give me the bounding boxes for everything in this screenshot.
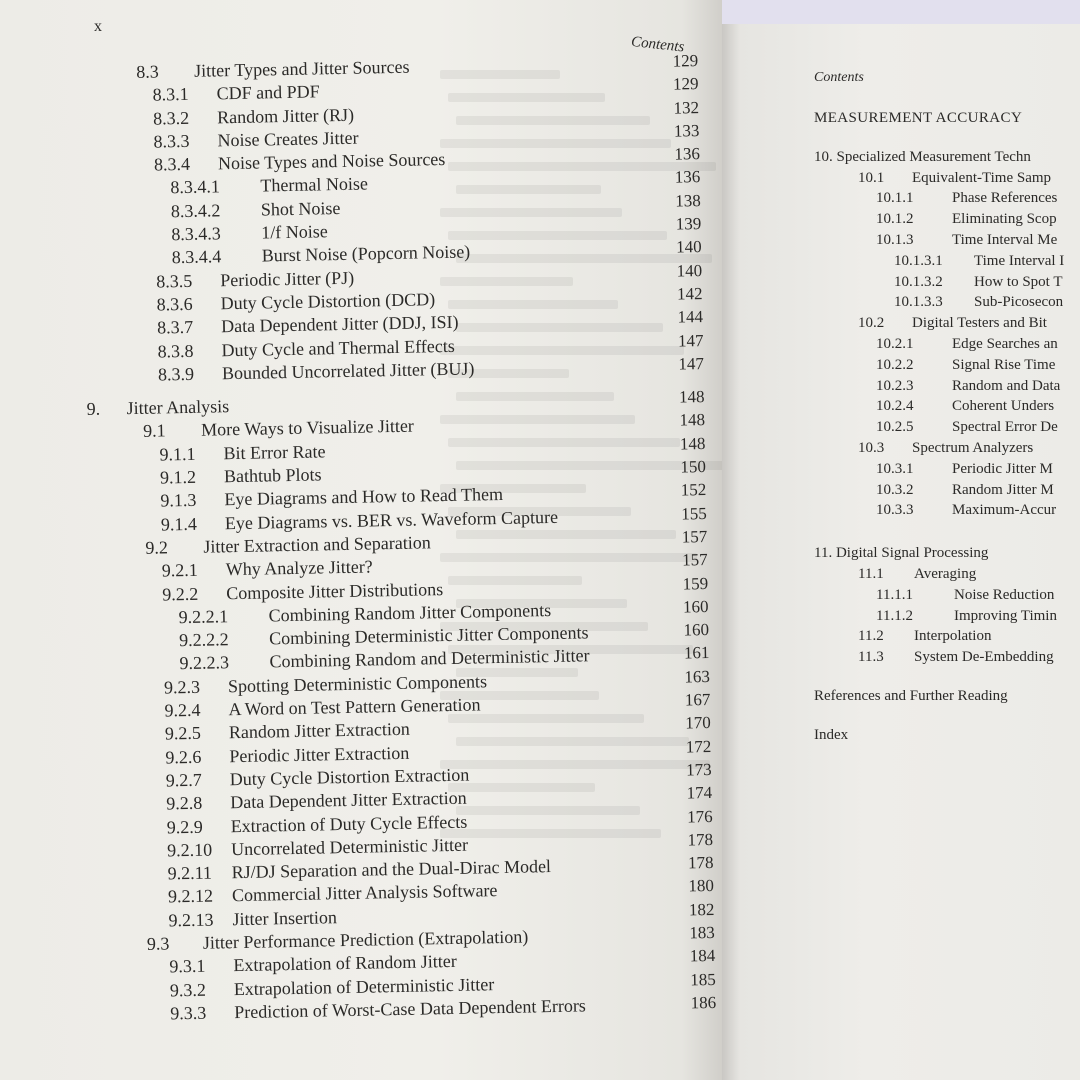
- toc-page-number: 150: [680, 457, 707, 477]
- toc-page-number: 147: [678, 353, 705, 374]
- toc-page-number: 136: [674, 167, 701, 188]
- toc-section-number: 8.3.2: [152, 107, 190, 129]
- right-toc-entry: [814, 500, 1080, 521]
- toc-page-number: 140: [676, 260, 703, 281]
- right-toc-entry: [814, 417, 1080, 438]
- toc-section-number: 10.1.3.2: [894, 273, 943, 290]
- toc-section-number: 9.3: [146, 933, 170, 954]
- right-toc-entry: [814, 647, 1080, 668]
- toc-section-number: 11.1.1: [876, 586, 913, 603]
- toc-page-number: 159: [682, 573, 709, 594]
- toc-section-title: Commercial Jitter Analysis Software: [231, 880, 498, 906]
- toc-section-title: Improving Timin: [954, 607, 1057, 624]
- toc-section-number: 8.3.9: [157, 363, 195, 385]
- toc-section-number: 8.3.8: [157, 340, 194, 362]
- right-toc-entry: [814, 188, 1080, 209]
- toc-section-number: 10.1.3.3: [894, 294, 943, 311]
- toc-page-number: 139: [675, 214, 702, 234]
- right-toc-entry: [814, 543, 1080, 564]
- toc-section-title: Noise Creates Jitter: [217, 127, 359, 151]
- toc-section-number: 9.1.2: [159, 466, 197, 488]
- toc-section-number: 10.2.2: [876, 356, 914, 373]
- right-toc-entry: [814, 564, 1080, 585]
- toc-section-number: 9.: [86, 398, 101, 420]
- toc-section-number: 8.3.4.1: [170, 176, 221, 198]
- toc-section-title: Duty Cycle and Thermal Effects: [221, 335, 455, 360]
- toc-section-title: Jitter Extraction and Separation: [203, 532, 431, 557]
- toc-section-number: 11.3: [858, 649, 884, 666]
- toc-section-number: 8.3.4.4: [171, 246, 222, 268]
- toc-section-title: Jitter Performance Prediction (Extrapolation): [202, 926, 529, 953]
- toc-section-number: 9.2.2: [162, 583, 199, 605]
- toc-section-number: 9.2.5: [164, 723, 202, 744]
- toc-section-number: 9.2.6: [165, 746, 202, 768]
- toc-section-title: Extraction of Duty Cycle Effects: [230, 811, 468, 836]
- toc-page-number: 186: [690, 992, 717, 1013]
- toc-section-title: Combining Random and Deterministic Jitter: [269, 645, 590, 672]
- toc-page-number: 132: [673, 97, 700, 118]
- toc-page-number: 147: [677, 330, 704, 351]
- toc-section-title: CDF and PDF: [216, 81, 320, 104]
- toc-section-title: Uncorrelated Deterministic Jitter: [230, 834, 469, 860]
- toc-section-number: 8.3.1: [152, 84, 189, 105]
- toc-section-title: Bit Error Rate: [223, 441, 326, 464]
- toc-section-number: 9.2.10: [166, 839, 213, 861]
- toc-section-title: Digital Testers and Bit: [912, 315, 1047, 332]
- toc-section-title: Jitter Types and Jitter Sources: [193, 56, 410, 81]
- toc-section-title: A Word on Test Pattern Generation: [228, 694, 481, 720]
- toc-section-title: Duty Cycle Distortion Extraction: [229, 764, 470, 790]
- toc-section-title: 11. Digital Signal Processing: [814, 545, 989, 562]
- toc-section-number: 9.3.2: [169, 979, 207, 1000]
- toc-section-title: References and Further Reading: [814, 687, 1008, 704]
- toc-section-title: Spotting Deterministic Components: [227, 670, 488, 696]
- right-toc-entry: [814, 334, 1080, 355]
- toc-section-title: Index: [814, 726, 849, 743]
- toc-page-number: 138: [675, 190, 701, 211]
- right-table-of-contents: [814, 108, 1080, 746]
- toc-section-number: 10.3.2: [876, 481, 914, 498]
- toc-section-number: 9.1.1: [159, 443, 196, 465]
- toc-section-number: 8.3.4.3: [171, 223, 222, 245]
- toc-page-number: 178: [687, 829, 714, 850]
- right-toc-entry: [814, 292, 1080, 313]
- toc-section-number: 9.2.11: [167, 862, 213, 884]
- toc-section-number: 10.1: [858, 169, 885, 186]
- right-toc-entry: [814, 585, 1080, 606]
- right-toc-entry: [814, 147, 1080, 168]
- toc-section-title: Random Jitter Extraction: [228, 719, 411, 743]
- toc-section-number: 9.2.12: [167, 885, 214, 907]
- toc-section-number: 11.2: [858, 628, 884, 645]
- toc-section-number: 9.2: [145, 537, 169, 558]
- right-toc-entry: [814, 606, 1080, 627]
- toc-section-title: Data Dependent Jitter (DDJ, ISI): [220, 312, 459, 337]
- toc-section-number: 10.1.3: [876, 231, 914, 248]
- toc-section-title: Random Jitter M: [952, 481, 1054, 498]
- right-toc-entry: [814, 480, 1080, 501]
- toc-page-number: 136: [674, 144, 701, 164]
- toc-section-number: 10.1.3.1: [894, 252, 943, 269]
- toc-section-number: 10.1.1: [876, 190, 914, 207]
- toc-section-number: 10.3.3: [876, 502, 914, 519]
- toc-section-number: 8.3.5: [156, 270, 193, 292]
- toc-section-title: Thermal Noise: [260, 173, 369, 197]
- toc-section-number: 10.2.1: [876, 335, 914, 352]
- toc-page-number: 185: [690, 969, 716, 989]
- toc-section-number: 9.3.1: [169, 956, 206, 977]
- right-toc-entry: [814, 438, 1080, 459]
- toc-page-number: 167: [684, 689, 711, 710]
- toc-section-title: Equivalent-Time Samp: [912, 169, 1052, 186]
- toc-page-number: 148: [679, 410, 706, 430]
- toc-page-number: 173: [686, 759, 712, 780]
- toc-section-title: Coherent Unders: [952, 398, 1055, 415]
- toc-section-number: 10.3: [858, 439, 885, 456]
- toc-section-number: 9.1.4: [160, 513, 198, 535]
- toc-page-number: 129: [672, 74, 699, 94]
- right-toc-entry: [814, 686, 1080, 707]
- toc-section-title: Spectral Error De: [952, 419, 1058, 436]
- toc-page-number: 142: [676, 284, 703, 304]
- toc-section-title: Maximum-Accur: [952, 502, 1057, 519]
- toc-section-number: 8.3.6: [156, 293, 193, 315]
- toc-section-title: Time Interval I: [974, 252, 1065, 269]
- toc-page-number: 172: [685, 736, 712, 757]
- toc-page-number: 129: [672, 51, 699, 71]
- background-strip: [722, 0, 1080, 24]
- toc-section-number: 9.2.3: [163, 676, 201, 698]
- toc-section-title: Spectrum Analyzers: [912, 439, 1034, 456]
- right-toc-entry: [814, 355, 1080, 376]
- toc-section-number: 10.2.5: [876, 419, 914, 436]
- toc-section-number: 8.3.4.2: [170, 200, 221, 222]
- toc-section-number: 9.2.8: [166, 792, 203, 814]
- toc-section-title: Random Jitter (RJ): [216, 104, 355, 127]
- right-toc-entry: [814, 230, 1080, 251]
- toc-section-title: Time Interval Me: [952, 231, 1058, 248]
- toc-section-title: Periodic Jitter Extraction: [229, 742, 410, 766]
- toc-page-number: 184: [689, 946, 716, 966]
- toc-section-title: Eye Diagrams and How to Read Them: [224, 484, 504, 510]
- toc-section-number: 9.2.13: [168, 909, 214, 931]
- toc-section-title: Why Analyze Jitter?: [225, 556, 373, 580]
- toc-section-number: 9.2.2.1: [178, 606, 229, 627]
- toc-section-number: 9.2.4: [164, 699, 201, 721]
- right-toc-entry: [814, 272, 1080, 293]
- toc-section-number: 8.3.3: [153, 130, 190, 152]
- toc-section-title: Composite Jitter Distributions: [226, 578, 444, 603]
- running-head: Contents: [630, 34, 686, 56]
- toc-section-title: Noise Types and Noise Sources: [217, 149, 446, 174]
- right-toc-entry: [814, 725, 1080, 746]
- toc-section-title: Burst Noise (Popcorn Noise): [261, 241, 471, 266]
- toc-section-number: 9.2.9: [166, 816, 203, 837]
- toc-section-title: Periodic Jitter (PJ): [220, 267, 355, 290]
- page-number: x: [94, 18, 102, 35]
- right-toc-entry: [814, 626, 1080, 647]
- toc-section-title: Eliminating Scop: [952, 211, 1057, 228]
- right-running-head: Contents: [814, 70, 864, 85]
- toc-section-number: 8.3.7: [156, 317, 194, 338]
- toc-section-title: 1/f Noise: [261, 221, 328, 243]
- toc-section-title: Extrapolation of Random Jitter: [233, 951, 457, 976]
- toc-section-title: Extrapolation of Deterministic Jitter: [233, 973, 495, 999]
- toc-section-number: 10.2: [858, 315, 885, 332]
- toc-page-number: 180: [688, 876, 715, 896]
- toc-page-number: 182: [688, 899, 715, 920]
- toc-section-title: Periodic Jitter M: [952, 460, 1053, 477]
- toc-section-number: 10.3.1: [876, 460, 914, 477]
- toc-section-title: Sub-Picosecon: [974, 294, 1064, 311]
- toc-page-number: 140: [675, 237, 702, 257]
- toc-page-number: 163: [684, 666, 711, 687]
- toc-page-number: 160: [682, 596, 709, 617]
- toc-page-number: 155: [681, 503, 707, 524]
- toc-section-number: 11.1.2: [876, 607, 913, 624]
- toc-section-number: 10.2.3: [876, 377, 914, 394]
- toc-section-number: 10.1.2: [876, 211, 914, 228]
- toc-section-title: How to Spot T: [974, 273, 1063, 290]
- toc-section-title: Bathtub Plots: [223, 464, 322, 487]
- toc-page-number: 144: [677, 307, 704, 327]
- toc-section-title: Combining Deterministic Jitter Components: [268, 622, 589, 649]
- toc-section-number: 9.3.3: [170, 1002, 207, 1024]
- toc-section-number: 9.1.3: [160, 490, 197, 511]
- right-toc-entry: [814, 108, 1080, 129]
- table-of-contents: [78, 50, 725, 1027]
- toc-section-title: 10. Specialized Measurement Techn: [814, 148, 1031, 165]
- right-page: [722, 0, 1080, 1080]
- toc-section-title: Signal Rise Time: [952, 356, 1056, 373]
- toc-section-title: Jitter Insertion: [232, 906, 338, 929]
- right-toc-entry: [814, 209, 1080, 230]
- toc-section-title: Prediction of Worst-Case Data Dependent Errors: [234, 995, 587, 1023]
- toc-section-title: Edge Searches an: [952, 335, 1058, 352]
- toc-page-number: 157: [681, 526, 708, 547]
- toc-page-number: 174: [686, 783, 713, 803]
- toc-section-number: 10.2.4: [876, 398, 914, 415]
- right-toc-entry: [814, 396, 1080, 417]
- toc-page-number: 183: [689, 922, 716, 943]
- toc-page-number: 148: [678, 387, 705, 407]
- toc-page-number: 148: [679, 433, 706, 454]
- toc-section-number: 9.2.1: [161, 560, 198, 581]
- toc-section-number: 9.2.2.2: [178, 629, 229, 651]
- toc-section-number: 11.1: [858, 565, 884, 582]
- toc-section-title: More Ways to Visualize Jitter: [200, 416, 415, 441]
- right-toc-entry: [814, 251, 1080, 272]
- toc-section-title: Eye Diagrams vs. BER vs. Waveform Capture: [224, 506, 559, 533]
- toc-section-number: 9.2.2.3: [179, 652, 230, 674]
- toc-section-title: Data Dependent Jitter Extraction: [230, 787, 467, 813]
- toc-page-number: 152: [680, 480, 707, 500]
- toc-page-number: 133: [673, 120, 700, 141]
- toc-section-title: Noise Reduction: [954, 586, 1055, 603]
- toc-page-number: 157: [681, 550, 708, 570]
- toc-section-title: Shot Noise: [260, 197, 341, 220]
- toc-page-number: 178: [687, 853, 714, 873]
- toc-section-title: Interpolation: [914, 628, 992, 645]
- toc-section-title: Phase References: [952, 190, 1058, 207]
- right-toc-entry: [814, 313, 1080, 334]
- toc-page-number: 176: [686, 806, 713, 826]
- right-toc-entry: [814, 376, 1080, 397]
- toc-section-title: System De-Embedding: [914, 649, 1054, 666]
- toc-section-title: Jitter Analysis: [126, 396, 230, 419]
- right-toc-entry: [814, 168, 1080, 189]
- toc-section-title: RJ/DJ Separation and the Dual-Dirac Model: [231, 856, 552, 883]
- toc-section-title: Averaging: [914, 565, 977, 582]
- toc-section-title: Duty Cycle Distortion (DCD): [220, 289, 436, 314]
- toc-section-number: 8.3.4: [153, 154, 191, 175]
- toc-section-number: 9.1: [142, 420, 166, 442]
- right-toc-entry: [814, 459, 1080, 480]
- toc-section-title: Random and Data: [952, 377, 1061, 394]
- toc-section-title: Combining Random Jitter Components: [268, 599, 552, 626]
- toc-section-number: 8.3: [136, 61, 159, 82]
- toc-section-number: 9.2.7: [165, 769, 202, 791]
- toc-section-title: MEASUREMENT ACCURACY: [814, 110, 1023, 126]
- toc-page-number: 161: [683, 643, 710, 663]
- toc-page-number: 160: [683, 620, 710, 640]
- toc-section-title: Bounded Uncorrelated Jitter (BUJ): [221, 358, 475, 384]
- toc-page-number: 170: [685, 713, 711, 733]
